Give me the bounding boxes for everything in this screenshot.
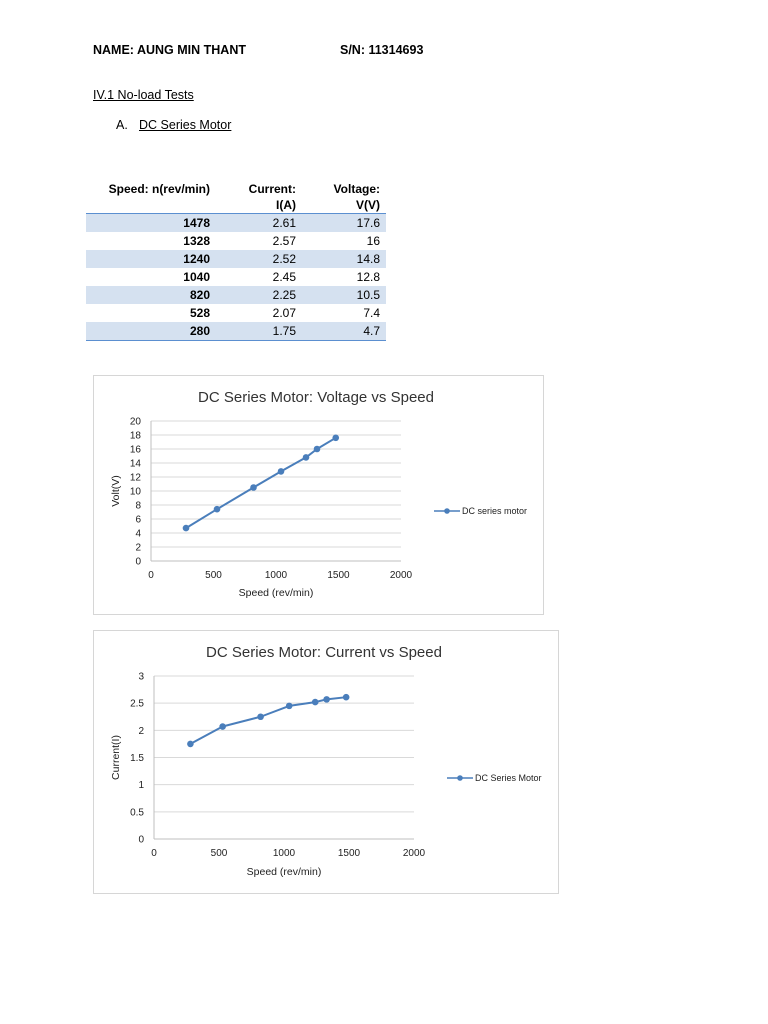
speed-cell: 1240 (183, 252, 210, 266)
no-load-test-table (86, 180, 386, 341)
data-point (257, 713, 264, 720)
series-line (186, 438, 336, 528)
y-tick-label: 6 (135, 514, 141, 526)
y-tick-label: 1.5 (130, 753, 144, 764)
section-title: IV.1 No-load Tests (93, 88, 194, 102)
speed-cell: 820 (189, 288, 210, 302)
subsection-title: DC Series Motor (139, 118, 232, 132)
data-point (183, 525, 190, 532)
y-tick-label: 8 (135, 500, 141, 512)
data-point (332, 435, 339, 442)
y-tick-label: 0.5 (130, 807, 144, 819)
legend-swatch-marker (444, 508, 450, 514)
table-row (86, 250, 386, 268)
voltage-speed-chart (93, 375, 544, 615)
data-point (323, 696, 330, 703)
data-point (303, 454, 310, 461)
y-tick-label: 0 (138, 834, 144, 846)
x-tick-label: 1500 (337, 848, 361, 859)
y-tick-label: 0 (135, 556, 141, 568)
x-tick-label: 2000 (402, 848, 426, 859)
voltage-speed-chart-svg (94, 376, 543, 614)
x-axis-label: Speed (rev/min) (246, 866, 322, 878)
y-tick-label: 12 (129, 472, 141, 484)
current-cell: 2.61 (272, 216, 296, 230)
voltage-cell: 12.8 (356, 270, 380, 284)
table-row (86, 286, 386, 304)
table-row (86, 322, 386, 341)
x-tick-label: 2000 (389, 570, 413, 581)
y-axis-label: Current(I) (110, 735, 122, 780)
data-point (250, 484, 257, 491)
voltage-cell: 4.7 (363, 324, 380, 338)
series-line (190, 697, 346, 744)
y-tick-label: 16 (129, 444, 141, 456)
current-cell: 2.57 (272, 234, 296, 248)
current-cell: 2.45 (272, 270, 296, 284)
table-row (86, 214, 386, 233)
x-tick-label: 1000 (272, 848, 296, 859)
current-cell: 2.25 (272, 288, 296, 302)
voltage-cell: 7.4 (363, 306, 380, 320)
student-name: NAME: AUNG MIN THANT (93, 43, 246, 57)
y-tick-label: 1 (138, 780, 144, 792)
data-point (312, 699, 319, 706)
y-tick-label: 2.5 (130, 698, 144, 710)
data-point (314, 446, 321, 453)
y-tick-label: 20 (129, 416, 141, 428)
table-row (86, 268, 386, 286)
chart-title: DC Series Motor: Current vs Speed (206, 644, 442, 661)
header-voltage: Voltage: V(V) (333, 182, 380, 212)
speed-cell: 1040 (183, 270, 210, 284)
chart-title: DC Series Motor: Voltage vs Speed (198, 389, 434, 406)
data-point (214, 506, 221, 513)
current-cell: 2.52 (272, 252, 296, 266)
y-tick-label: 2 (138, 725, 144, 737)
legend-swatch-marker (457, 775, 463, 781)
x-tick-label: 0 (148, 570, 154, 581)
current-speed-chart-svg (94, 631, 558, 893)
table-row (86, 232, 386, 250)
speed-cell: 1478 (183, 216, 210, 230)
voltage-cell: 16 (366, 234, 380, 248)
data-point (278, 468, 285, 475)
voltage-cell: 17.6 (356, 216, 380, 230)
speed-cell: 528 (189, 306, 210, 320)
x-tick-label: 0 (151, 848, 157, 859)
current-cell: 1.75 (272, 324, 296, 338)
y-axis-label: Volt(V) (110, 475, 122, 507)
table-row (86, 304, 386, 322)
header-current: Current: I(A) (248, 182, 296, 212)
y-tick-label: 10 (129, 486, 141, 498)
x-tick-label: 500 (205, 570, 222, 581)
y-tick-label: 14 (129, 458, 141, 470)
y-tick-label: 2 (135, 542, 141, 554)
voltage-cell: 14.8 (356, 252, 380, 266)
data-point (286, 703, 293, 710)
speed-cell: 280 (189, 324, 210, 338)
current-speed-chart (93, 630, 559, 894)
speed-cell: 1328 (183, 234, 210, 248)
data-point (343, 694, 350, 701)
voltage-cell: 10.5 (356, 288, 380, 302)
y-tick-label: 4 (135, 528, 141, 540)
student-number: S/N: 11314693 (340, 43, 424, 57)
data-point (187, 741, 194, 748)
legend-label: DC series motor (462, 506, 528, 516)
x-tick-label: 1500 (327, 570, 350, 581)
y-tick-label: 18 (129, 430, 141, 442)
x-tick-label: 1000 (264, 570, 288, 581)
header-speed: Speed: n(rev/min) (108, 182, 210, 196)
legend-label: DC Series Motor (475, 773, 542, 783)
data-point (219, 723, 226, 730)
y-tick-label: 3 (138, 671, 144, 683)
x-tick-label: 500 (210, 848, 228, 859)
table-header-row (86, 180, 386, 214)
current-cell: 2.07 (272, 306, 296, 320)
subsection-letter: A. (116, 118, 128, 132)
x-axis-label: Speed (rev/min) (238, 587, 314, 599)
